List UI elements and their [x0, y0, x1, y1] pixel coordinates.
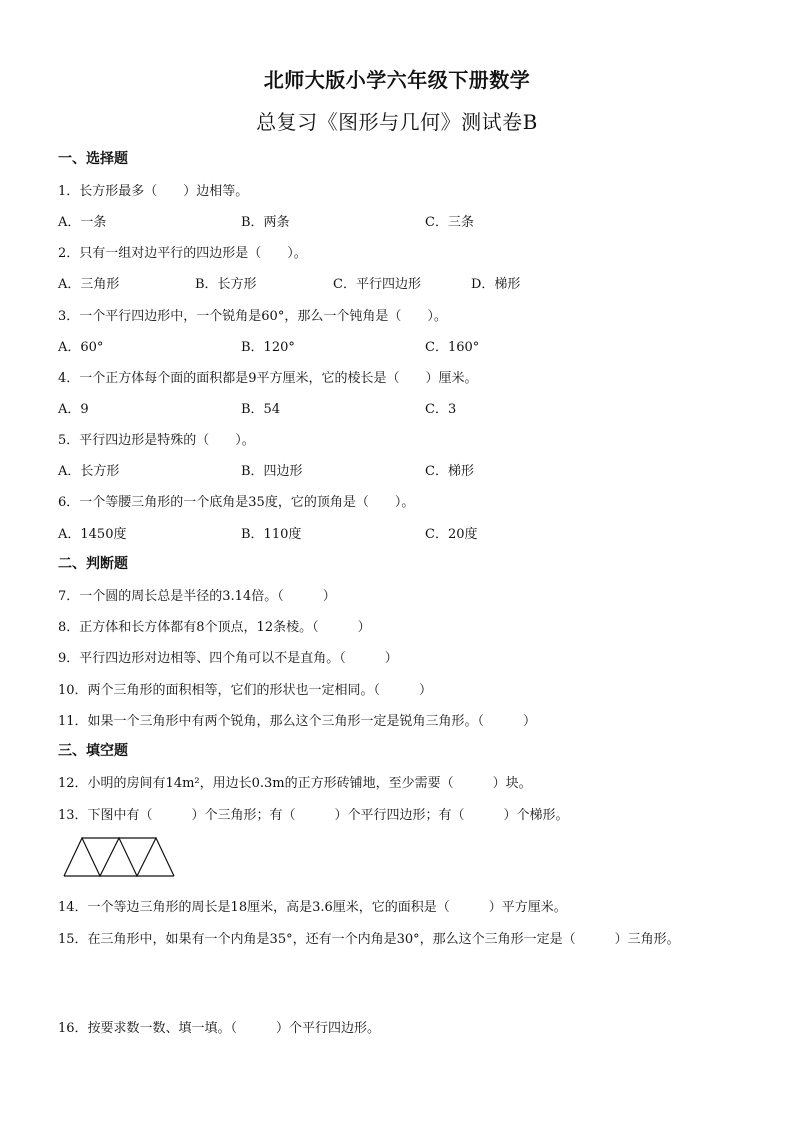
q1-option-b: B．两条 — [241, 215, 290, 230]
question-3: 3．一个平行四边形中，一个锐角是60°，那么一个钝角是（ ）。 — [58, 309, 447, 324]
q5-option-b: B．四边形 — [241, 464, 303, 479]
question-11: 11．如果一个三角形中有两个锐角，那么这个三角形一定是锐角三角形。（ ） — [58, 714, 537, 729]
section-heading-choice: 一、选择题 — [58, 151, 128, 167]
document-subtitle: 总复习《图形与几何》测试卷B — [256, 110, 538, 134]
q4-option-a: A．9 — [58, 402, 89, 417]
question-8: 8．正方体和长方体都有8个顶点，12条棱。（ ） — [58, 620, 371, 635]
section-heading-judge: 二、判断题 — [58, 556, 128, 572]
q2-option-d: D．梯形 — [471, 277, 521, 292]
question-9: 9．平行四边形对边相等、四个角可以不是直角。（ ） — [58, 651, 398, 666]
q5-option-a: A．长方形 — [58, 464, 120, 479]
question-1: 1．长方形最多（ ）边相等。 — [58, 184, 249, 199]
question-16: 16．按要求数一数、填一填。（ ）个平行四边形。 — [58, 1021, 381, 1036]
q6-option-b: B．110度 — [241, 527, 302, 542]
question-13: 13．下图中有（ ）个三角形；有（ ）个平行四边形；有（ ）个梯形。 — [58, 808, 569, 823]
q1-option-a: A．一条 — [58, 215, 107, 230]
question-7: 7．一个圆的周长总是半径的3.14倍。（ ） — [58, 589, 336, 604]
figure-zigzag-line — [64, 838, 174, 876]
q1-option-c: C．三条 — [425, 215, 474, 230]
question-2: 2．只有一组对边平行的四边形是（ ）。 — [58, 246, 307, 261]
q5-option-c: C．梯形 — [425, 464, 474, 479]
q3-option-a: A．60° — [58, 340, 104, 355]
question-4: 4．一个正方体每个面的面积都是9平方厘米，它的棱长是（ ）厘米。 — [58, 371, 478, 386]
triangle-figure — [62, 836, 176, 878]
question-15: 15．在三角形中，如果有一个内角是35°，还有一个内角是30°，那么这个三角形一定是（ ）三角形。 — [58, 932, 680, 947]
q3-option-c: C．160° — [425, 340, 480, 355]
q6-option-a: A．1450度 — [58, 527, 127, 542]
q2-option-a: A．三角形 — [58, 277, 120, 292]
section-heading-fill: 三、填空题 — [58, 743, 128, 759]
question-5: 5．平行四边形是特殊的（ ）。 — [58, 433, 255, 448]
document-title: 北师大版小学六年级下册数学 — [263, 68, 531, 92]
q6-option-c: C．20度 — [425, 527, 478, 542]
question-6: 6．一个等腰三角形的一个底角是35度，它的顶角是（ ）。 — [58, 495, 415, 510]
question-10: 10．两个三角形的面积相等，它们的形状也一定相同。（ ） — [58, 683, 433, 698]
q2-option-b: B．长方形 — [195, 277, 257, 292]
q4-option-c: C．3 — [425, 402, 457, 417]
q4-option-b: B．54 — [241, 402, 281, 417]
question-14: 14．一个等边三角形的周长是18厘米，高是3.6厘米，它的面积是（ ）平方厘米。 — [58, 900, 567, 915]
question-12: 12．小明的房间有14m²，用边长0.3m的正方形砖铺地，至少需要（ ）块。 — [58, 776, 532, 791]
q2-option-c: C．平行四边形 — [333, 277, 421, 292]
q3-option-b: B．120° — [241, 340, 295, 355]
